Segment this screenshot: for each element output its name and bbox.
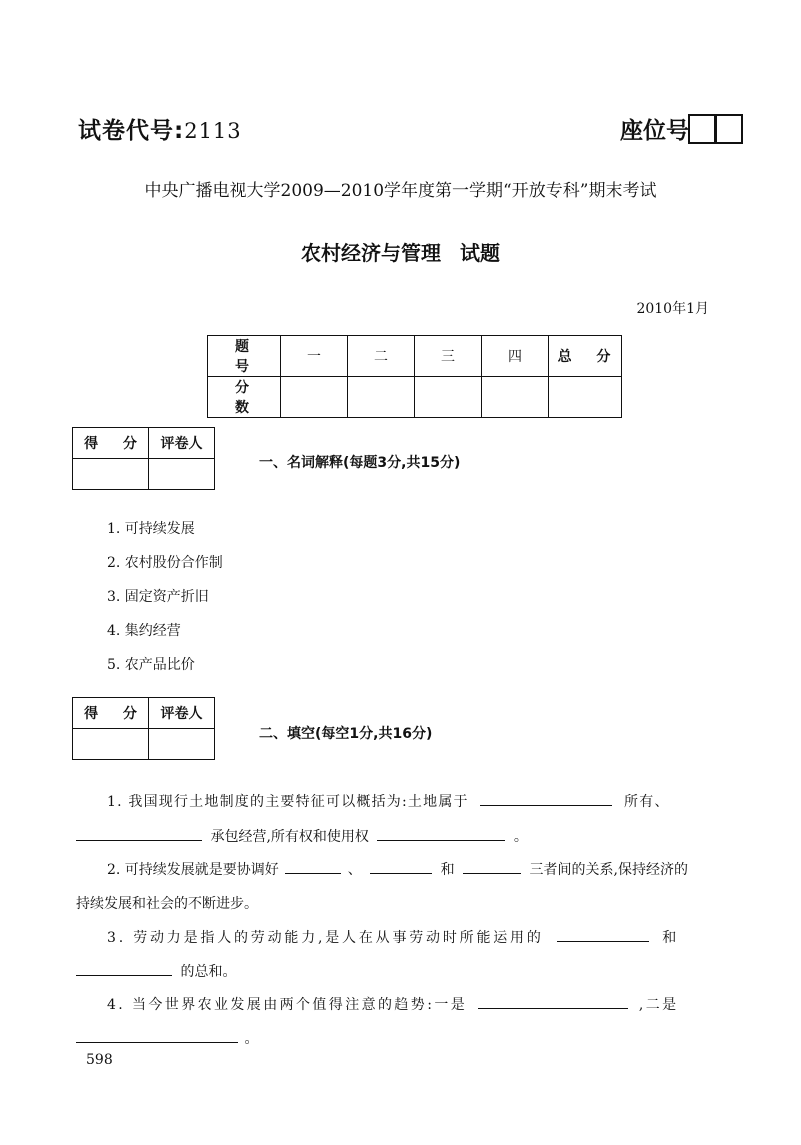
question-1-text-b: 所有、	[624, 794, 670, 810]
answer-blank[interactable]	[480, 793, 612, 806]
answer-blank[interactable]	[76, 1030, 238, 1043]
question-3-line-1	[107, 927, 679, 947]
question-3-text-a: 3. 劳动力是指人的劳动能力,是人在从事劳动时所能运用的	[107, 930, 544, 946]
answer-blank[interactable]	[557, 929, 649, 942]
answer-blank[interactable]	[478, 996, 628, 1009]
score-cell-1[interactable]	[281, 377, 348, 418]
term-item-3: 3. 固定资产折旧	[107, 589, 209, 605]
page-number: 598	[86, 1052, 113, 1068]
question-1-text-d: 。	[513, 829, 528, 845]
question-4-text-b: ,二是	[638, 997, 679, 1013]
grader-table-1	[72, 427, 215, 490]
question-2-line-2: 持续发展和社会的不断进步。	[76, 896, 258, 912]
total-label: 总 分	[549, 336, 622, 377]
question-3-text-c: 的总和。	[180, 964, 237, 980]
score-cell-total[interactable]	[549, 377, 622, 418]
question-1-text-c: 承包经营,所有权和使用权	[210, 829, 369, 845]
question-4-text-c: 。	[244, 1031, 259, 1047]
question-2-separator-1: 、	[347, 862, 362, 878]
term-item-4: 4. 集约经营	[107, 623, 181, 639]
question-2-text-b: 三者间的关系,保持经济的	[529, 862, 688, 878]
score-table-score-row	[208, 377, 622, 418]
term-item-2: 2. 农村股份合作制	[107, 555, 223, 571]
seat-box-1[interactable]	[688, 114, 716, 144]
score-cell-4[interactable]	[482, 377, 549, 418]
answer-blank[interactable]	[463, 861, 521, 874]
exam-code	[78, 112, 242, 145]
exam-code-label: 试卷代号:	[78, 118, 185, 144]
score-cell-2[interactable]	[348, 377, 415, 418]
question-2-line-1	[107, 859, 688, 879]
seat-box-2[interactable]	[715, 114, 743, 144]
grader-label: 评卷人	[149, 698, 215, 729]
exam-title: 中央广播电视大学2009—2010学年度第一学期“开放专科”期末考试	[144, 181, 657, 201]
seat-number	[620, 112, 743, 145]
column-4: 四	[482, 336, 549, 377]
exam-date: 2010年1月	[636, 301, 709, 317]
question-number-label: 题 号	[208, 336, 281, 377]
question-3-text-b: 和	[662, 930, 679, 946]
score-table	[207, 335, 622, 418]
column-1: 一	[281, 336, 348, 377]
section-2-title: 二、填空(每空1分,共16分)	[259, 726, 433, 742]
question-1-text-a: 1. 我国现行土地制度的主要特征可以概括为:土地属于	[107, 794, 469, 810]
term-item-1: 1. 可持续发展	[107, 521, 195, 537]
score-entry-cell[interactable]	[73, 729, 149, 760]
subject-title: 农村经济与管理 试题	[301, 241, 500, 265]
question-1-line-2	[76, 826, 528, 846]
question-4-text-a: 4. 当今世界农业发展由两个值得注意的趋势:一是	[107, 997, 468, 1013]
seat-number-label: 座位号	[620, 118, 689, 144]
question-1-line-1	[107, 791, 670, 811]
grader-entry-cell[interactable]	[149, 459, 215, 490]
question-4-line-2	[76, 1028, 258, 1048]
grader-entry-cell[interactable]	[149, 729, 215, 760]
column-3: 三	[415, 336, 482, 377]
grader-label: 评卷人	[149, 428, 215, 459]
answer-blank[interactable]	[377, 828, 505, 841]
score-label: 得 分	[73, 698, 149, 729]
answer-blank[interactable]	[76, 828, 202, 841]
section-1-title: 一、名词解释(每题3分,共15分)	[259, 455, 461, 471]
column-2: 二	[348, 336, 415, 377]
question-4-line-1	[107, 994, 679, 1014]
term-item-5: 5. 农产品比价	[107, 657, 195, 673]
score-table-header-row	[208, 336, 622, 377]
score-row-label: 分 数	[208, 377, 281, 418]
score-label: 得 分	[73, 428, 149, 459]
grader-table-2	[72, 697, 215, 760]
question-2-separator-2: 和	[440, 862, 455, 878]
score-entry-cell[interactable]	[73, 459, 149, 490]
question-2-text-a: 2. 可持续发展就是要协调好	[107, 862, 279, 878]
answer-blank[interactable]	[285, 861, 341, 874]
answer-blank[interactable]	[370, 861, 432, 874]
answer-blank[interactable]	[76, 963, 172, 976]
exam-code-value: 2113	[184, 119, 242, 143]
score-cell-3[interactable]	[415, 377, 482, 418]
question-3-line-2	[76, 961, 236, 981]
